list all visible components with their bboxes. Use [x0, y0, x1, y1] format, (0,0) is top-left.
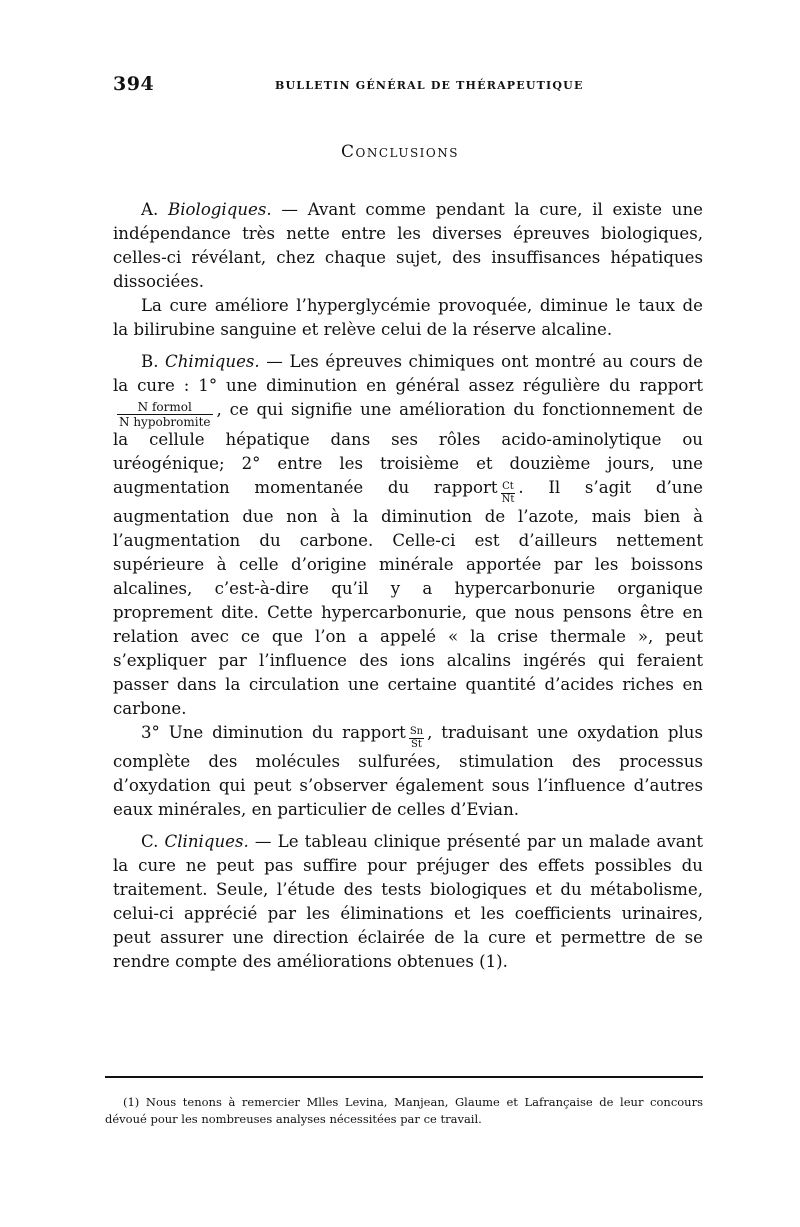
fraction-denominator: St — [411, 739, 422, 751]
paragraph-chimiques — [113, 350, 703, 721]
paragraph-text: . Il s’agit d’une augmentation due non à la diminution de l’azote, mais bien à l’augmentation du carbone. Celle-ci est d’ailleurs nettement supérieure à celle d’origine minérale apportée par les boissons alcalines, c’est-à-dire qu’il y a hypercarbonurie organique proprement dite. Cette hypercarbonurie, que nous pensons être en relation avec ce que l’on a appelé « la crise thermale », peut s’expliquer par l’influence des ions alcalins ingérés qui feraient passer dans la circulation une certaine quantité d’acides riches en carbone. — [113, 477, 703, 718]
journal-title: BULLETIN GÉNÉRAL DE THÉRAPEUTIQUE — [275, 79, 584, 92]
fraction-denominator: Nt — [501, 493, 515, 505]
paragraph-text: , traduisant une oxydation plus complète des molécules sulfurées, stimulation des processus d’oxydation qui peut s’observer également sous l’influence d’autres eaux minérales, en particulier de celles d’Evian. — [113, 722, 703, 820]
ratio-sulfur — [409, 727, 424, 750]
paragraph-chimiques-3 — [113, 721, 703, 822]
paragraph-biologiques-2: La cure améliore l’hyperglycémie provoquée, diminue le taux de la bilirubine sanguine et relève celui de la réserve alcaline. — [113, 296, 703, 339]
running-head — [113, 73, 703, 97]
footnote — [105, 1094, 703, 1128]
ratio-carbon-nitrogen — [501, 482, 516, 505]
subheading-chimiques: Chimiques. — [165, 352, 260, 371]
subheading-cliniques: Cliniques. — [164, 832, 249, 852]
fraction-numerator: Sn — [409, 726, 424, 738]
fraction-denominator: N hypobromite — [119, 414, 211, 429]
fraction-numerator: Ct — [502, 480, 514, 492]
paragraph-label: A. — [141, 200, 169, 219]
paragraph-text: , ce qui signifie une amélioration du fonctionnement de la cellule hépatique dans ses rôles acido-aminolytique ou uréogénique; 2° entre les troisième et douzième jours, une augmentation momentanée du rapport — [113, 400, 703, 497]
footnote-divider — [105, 1076, 703, 1078]
subheading-biologiques: Biologiques. — [168, 200, 272, 219]
paragraph-text: — Avant comme pendant la cure, il existe une indépendance très nette entre les diverses épreuves biologiques, celles-ci révélant, chez chaque sujet, des insuffisances hépatiques dissociées. — [113, 200, 703, 291]
paragraph-label: B. — [141, 352, 166, 371]
fraction-numerator: N formol — [117, 401, 213, 415]
paragraph-text: 3° Une diminution du rapport — [141, 722, 406, 742]
paragraph-cliniques — [113, 830, 703, 974]
section-title: Conclusions — [341, 142, 459, 162]
footnote-text: (1) Nous tenons à remercier Mlles Levina, Manjean, Glaume et Lafrançaise de leur concours dévoué pour les nombreuses analyses nécessitées par ce travail. — [105, 1095, 703, 1126]
paragraph-biologiques — [113, 198, 703, 294]
body-text — [113, 198, 703, 974]
paragraph-text: — Le tableau clinique présenté par un malade avant la cure ne peut pas suffire pour préjuger des effets possibles du traitement. Seule, l’étude des tests biologiques et du métabolisme, celui-ci apprécié par les éliminations et les coefficients urinaires, peut assurer une direction éclairée de la cure et permettre de se rendre compte des améliorations obtenues (1). — [113, 832, 704, 972]
ratio-formol-hypobromite — [117, 401, 213, 428]
page-number: 394 — [113, 73, 155, 95]
paragraph-text: — Les épreuves chimiques ont montré au cours de la cure : 1° une diminution en général assez régulière du rapport — [113, 352, 703, 395]
paragraph-label: C. — [141, 832, 165, 852]
